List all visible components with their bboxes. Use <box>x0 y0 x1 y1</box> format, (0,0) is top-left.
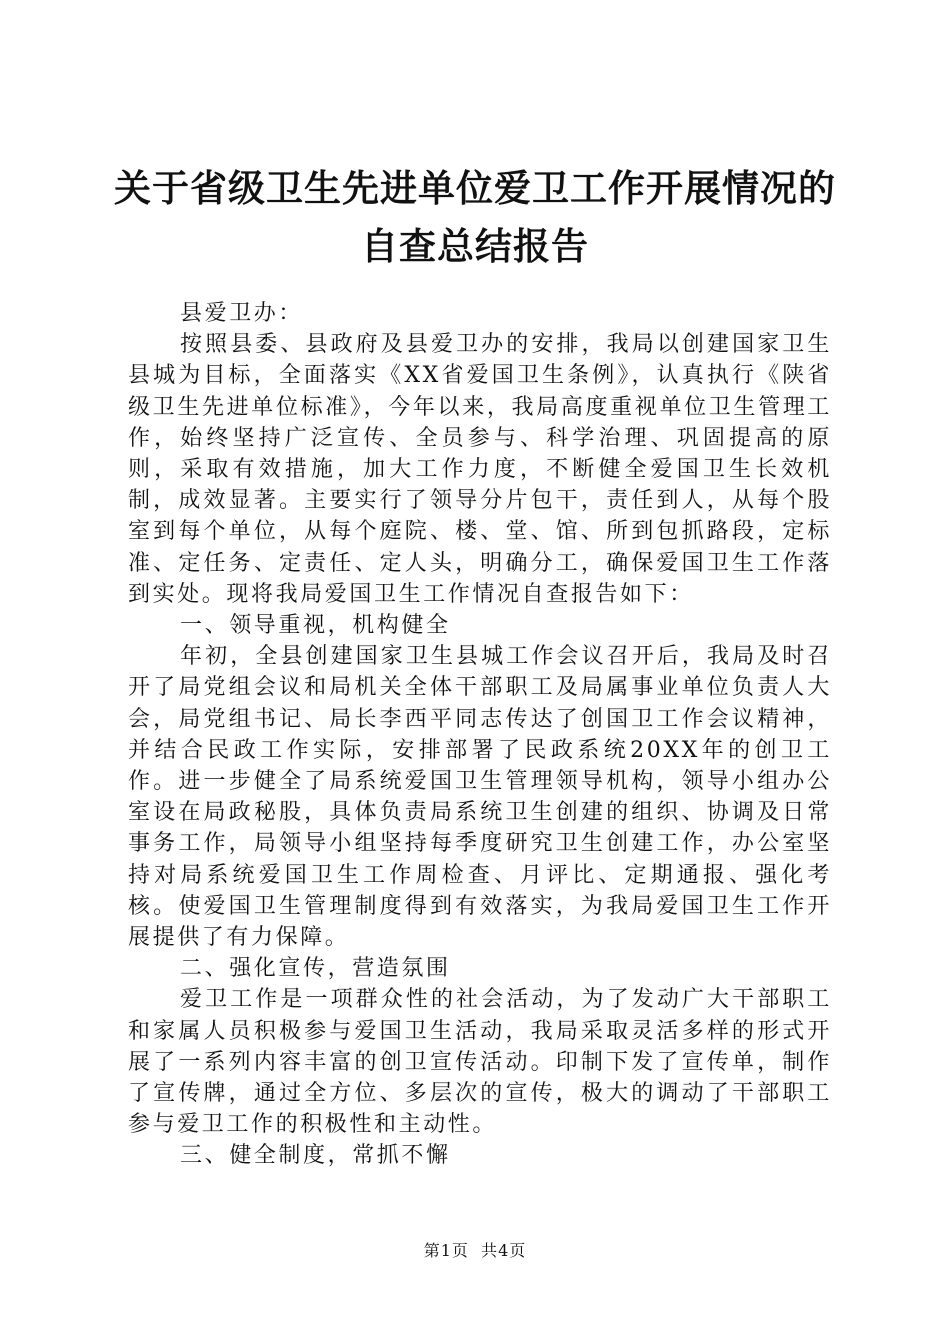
salutation: 县爱卫办： <box>180 301 304 326</box>
page-footer <box>0 1240 950 1262</box>
section-heading-2: 二、强化宣传，营造氛围 <box>180 956 451 982</box>
page-number: 第1页 <box>423 1241 469 1260</box>
paragraph-section-1: 年初，全县创建国家卫生县城工作会议召开后，我局及时召开了局党组会议和局机关全体干部职工及局属事业单位负责人大会，局党组书记、局长李西平同志传达了创国卫工作会议精神，并结合民政工作实际，安排部署了民政系统20XX年的创卫工作。进一步健全了局系统爱国卫生管理领导机构，领导小组办公室设在局政秘股，具体负责局系统卫生创建的组织、协调及日常事务工作，局领导小组坚持每季度研究卫生创建工作，办公室坚持对局系统爱国卫生工作周检查、月评比、定期通报、强化考核。使爱国卫生管理制度得到有效落实，为我局爱国卫生工作开展提供了有力保障。 <box>128 644 832 951</box>
section-heading-3: 三、健全制度，常抓不懈 <box>180 1143 451 1169</box>
paragraph-section-2: 爱卫工作是一项群众性的社会活动，为了发动广大干部职工和家属人员积极参与爱国卫生活动，我局采取灵活多样的形式开展了一系列内容丰富的创卫宣传活动。印制下发了宣传单，制作了宣传牌，通过全方位、多层次的宣传，极大的调动了干部职工参与爱卫工作的积极性和主动性。 <box>128 987 832 1138</box>
paragraph-intro: 按照县委、县政府及县爱卫办的安排，我局以创建国家卫生县城为目标，全面落实《XX省爱国卫生条例》，认真执行《陕省级卫生先进单位标准》，今年以来，我局高度重视单位卫生管理工作，始终坚持广泛宣传、全员参与、科学治理、巩固提高的原则，采取有效措施，加大工作力度，不断健全爱国卫生长效机制，成效显著。主要实行了领导分片包干，责任到人，从每个股室到每个单位，从每个庭院、楼、堂、馆、所到包抓路段，定标准、定任务、定责任、定人头，明确分工，确保爱国卫生工作落到实处。现将我局爱国卫生工作情况自查报告如下： <box>128 332 832 607</box>
document-body <box>128 298 832 1172</box>
document-title: 关于省级卫生先进单位爱卫工作开展情况的自查总结报告 <box>114 167 836 268</box>
section-heading-1: 一、领导重视，机构健全 <box>180 613 451 639</box>
page-total: 共4页 <box>481 1241 527 1260</box>
